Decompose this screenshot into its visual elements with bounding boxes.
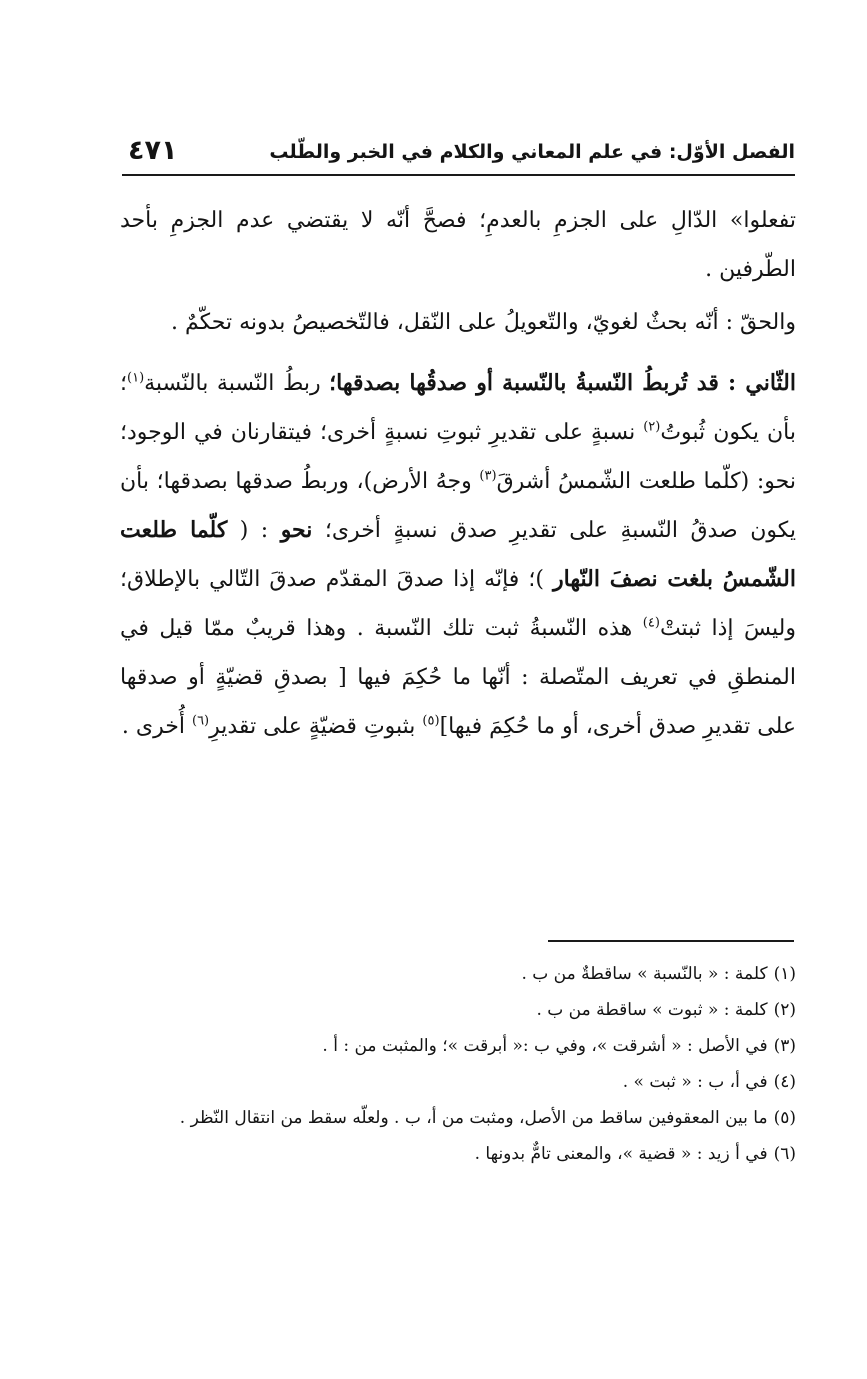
footnote-text: في الأصل : « أشرقت »، وفي ب :« أبرقت »؛ والمثبت من : أ . [322,1036,768,1056]
footnote-ref-6: (٦) [191,713,210,729]
text-run: أُخرى . [121,714,192,739]
footnote-number: (٥) [773,1108,796,1128]
paragraph-1: تفعلوا» الدّالِ على الجزمِ بالعدمِ؛ فصحَّ أنّه لا يقتضي عدم الجزمِ بأحد الطّرفين . [120,208,796,282]
footnote-ref-2: (٢) [643,419,661,435]
footnote-text: كلمة : « بالنّسبة » ساقطةٌ من ب . [521,964,768,984]
chapter-title: الفصل الأوّل: في علم المعاني والكلام في الخبر والطّلب [269,141,795,163]
text-run: بثبوتِ قضيّةٍ على تقديرِ [209,714,423,739]
footnote-text: ما بين المعقوفين ساقط من الأصل، ومثبت من أ، ب . ولعلّه سقط من انتقال النّظر . [179,1108,768,1128]
footnote-ref-1: (١) [127,370,145,386]
text-run: وجهُ الأرض)، وربطُ صدقها بصدقها؛ بأن يكون صدقُ النّسبةِ على تقديرِ صدق نسبةٍ أخرى؛ [120,469,796,543]
text-run: نسبةٍ على تقديرِ ثبوتِ نسبةٍ أخرى؛ فيتقارنان في الوجود؛ نحو: (كلّما طلعت الشّمسُ أشرقَ [120,420,796,494]
text-run: ؛ بأن يكون ثُبوتُ [120,371,796,445]
example-label: نحو [280,517,313,543]
footnote-text: كلمة : « ثبوت » ساقطة من ب . [536,1000,768,1020]
footnote-number: (٢) [773,1000,796,1020]
text-run: هذه النّسبةُ ثبت تلك النّسبة . وهذا قريبٌ ممّا قيل في المنطقِ في تعريف المتّصلة : أنّها ما حُكِمَ فيها [ بصدقِ قضيّةٍ أو صدقها على تقديرِ صدق أخرى، أو ما حُكِمَ فيها] [120,616,796,739]
header-rule [122,174,795,176]
text-run: ربطُ النّسبة بالنّسبة [144,371,330,396]
footnote-6 [120,1136,796,1172]
running-header [122,136,795,172]
footnote-2 [120,992,796,1028]
section-lead: الثّاني : قد تُربطُ النّسبةُ بالنّسبة أو صدقُها بصدقها؛ [329,370,796,396]
footnote-separator [548,940,794,942]
footnote-text: في أ، ب : « ثبت » . [622,1072,768,1092]
footnote-1 [120,956,796,992]
footnotes [120,956,796,1172]
paragraph-2: والحقّ : أنّه بحثٌ لغويّ، والتّعويلُ على النّقل، فالتّخصيصُ بدونه تحكّمٌ . [171,310,796,335]
footnote-5 [120,1100,796,1136]
footnote-ref-3: (٣) [479,468,497,484]
footnote-ref-4: (٤) [642,615,660,631]
footnote-number: (٤) [773,1072,796,1092]
example-text: كلّما طلعت الشّمسُ بلغت نصفَ النّهار [120,517,796,592]
footnote-3 [120,1028,796,1064]
footnote-text: في أ زيد : « قضية »، والمعنى تامٌّ بدونها . [474,1144,768,1164]
footnote-number: (٣) [773,1036,796,1056]
main-text [120,196,796,751]
paragraph-3 [120,359,796,751]
footnote-number: (١) [773,964,796,984]
page-number: ٤٧١ [128,135,178,166]
footnote-ref-5: (٥) [422,713,440,729]
text-run: )؛ فإنّه إذا صدقَ المقدّم صدقَ التّالي بالإطلاق؛ وليسَ إذا ثبتتْ [120,567,797,641]
text-run: : ( [227,518,281,543]
footnote-number: (٦) [773,1144,796,1164]
footnote-4 [120,1064,796,1100]
